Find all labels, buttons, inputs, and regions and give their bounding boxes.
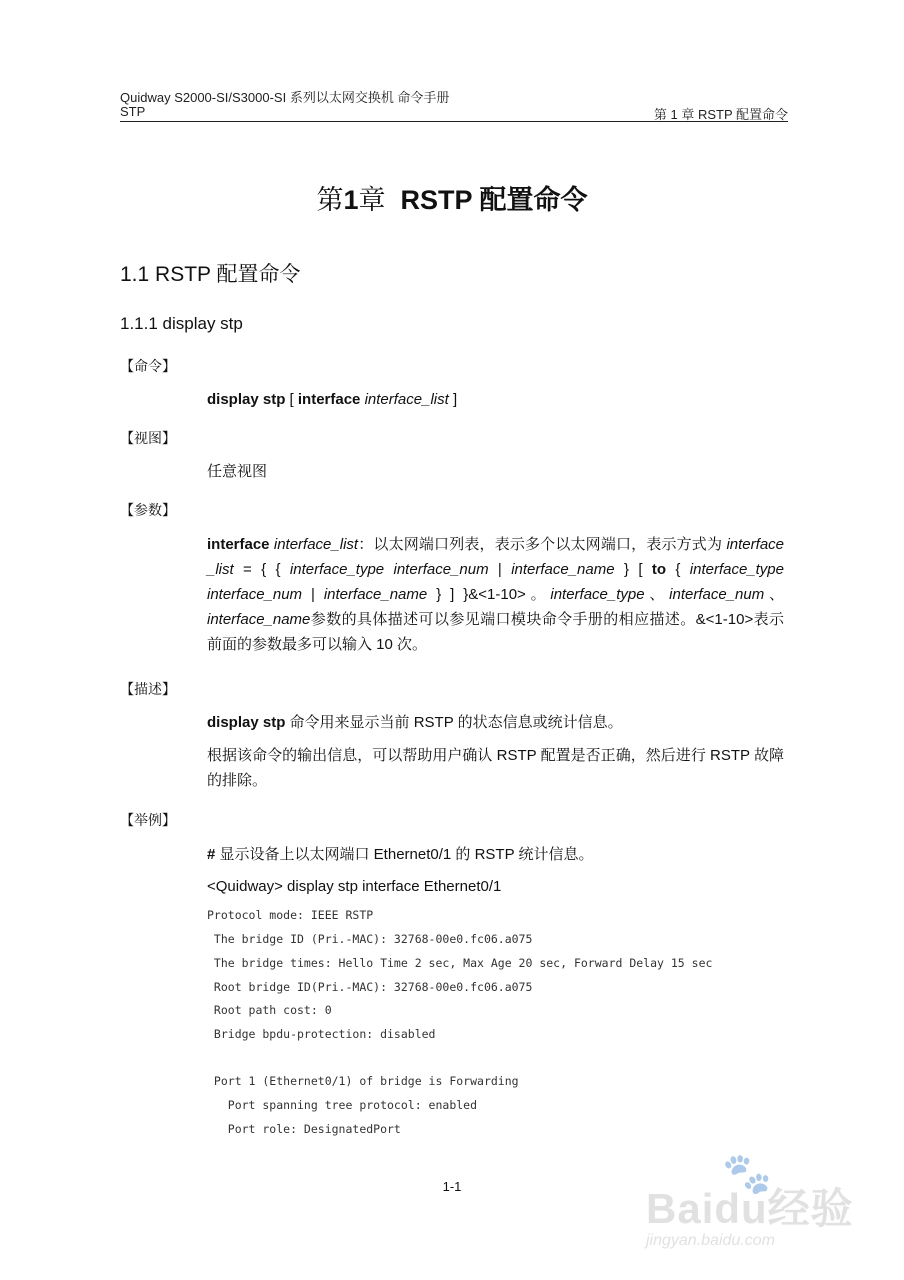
output-line: Port 1 (Ethernet0/1) of bridge is Forwarding xyxy=(207,1074,519,1088)
output-line: Port role: DesignatedPort xyxy=(207,1122,401,1136)
param-arg: interface_list xyxy=(269,536,359,553)
header-manual-title: Quidway S2000-SI/S3000-SI 系列以太网交换机 命令手册 xyxy=(120,90,450,105)
header-chapter-ref: 第 1 章 RSTP 配置命令 xyxy=(653,107,788,122)
param-text: = { { xyxy=(233,561,290,578)
param-italic: interface_type interface_num xyxy=(289,561,489,578)
chapter-number: 1 xyxy=(343,185,359,215)
param-italic: interface_name xyxy=(323,586,428,603)
param-italic: interface_type xyxy=(550,586,645,603)
param-italic: interface_type interface_num xyxy=(207,561,784,603)
bracket-close: ] xyxy=(448,391,458,408)
param-text: 、 xyxy=(764,586,784,603)
tag-command: 【命令】 xyxy=(120,358,176,374)
param-keyword-to: to xyxy=(651,561,667,578)
output-line: Bridge bpdu-protection: disabled xyxy=(207,1027,436,1041)
example-title-text: 显示设备上以太网端口 Ethernet0/1 的 RSTP 统计信息。 xyxy=(215,846,594,863)
header-divider xyxy=(120,121,788,122)
description-line-2: 根据该命令的输出信息，可以帮助用户确认 RSTP 配置是否正确，然后进行 RSTP 故障的排除。 xyxy=(207,747,784,789)
page-number: 1-1 xyxy=(442,1179,462,1194)
desc-command-name: display stp xyxy=(207,714,286,731)
example-title xyxy=(207,842,784,867)
output-line: The bridge times: Hello Time 2 sec, Max Age 20 sec, Forward Delay 15 sec xyxy=(207,956,713,970)
param-text: 、 xyxy=(644,586,670,603)
command-name: display stp xyxy=(207,391,286,408)
watermark-url: jingyan.baidu.com xyxy=(646,1232,775,1249)
header-section: STP xyxy=(120,104,146,119)
section-heading: 1.1 RSTP 配置命令 xyxy=(120,263,301,286)
watermark-brand: Baidu经验 xyxy=(646,1185,854,1232)
param-italic: interface _list xyxy=(207,536,785,578)
command-syntax xyxy=(207,387,784,412)
param-keyword: interface xyxy=(207,536,270,553)
chapter-suffix: 章 xyxy=(358,185,386,215)
param-italic: interface_name xyxy=(207,611,311,628)
bracket-open: [ xyxy=(285,391,298,408)
chapter-name: RSTP 配置命令 xyxy=(400,185,588,215)
output-line: The bridge ID (Pri.-MAC): 32768-00e0.fc06.a075 xyxy=(207,932,533,946)
paw-icon: 🐾 xyxy=(722,1152,772,1196)
param-italic: interface_name xyxy=(511,561,615,578)
chapter-title xyxy=(0,178,904,217)
output-line: Port spanning tree protocol: enabled xyxy=(207,1098,478,1112)
param-text: { xyxy=(666,561,690,578)
tag-params: 【参数】 xyxy=(120,502,176,518)
command-keyword: interface xyxy=(297,391,361,408)
param-text: | xyxy=(488,561,512,578)
tag-example: 【举例】 xyxy=(120,812,176,828)
param-text: } [ xyxy=(614,561,652,578)
param-text: 参数的具体描述可以参见端口模块命令手册的相应描述。&<1-10>表示前面的参数最多可以输入 10 次。 xyxy=(207,611,784,653)
output-line: Root path cost: 0 xyxy=(207,1003,332,1017)
params-text xyxy=(207,532,784,657)
param-text: ：以太网端口列表，表示多个以太网端口，表示方式为 xyxy=(358,536,727,553)
param-text: } ] }&<1-10>。 xyxy=(427,586,551,603)
tag-view: 【视图】 xyxy=(120,430,176,446)
output-line: Root bridge ID(Pri.-MAC): 32768-00e0.fc06.a075 xyxy=(207,980,533,994)
command-arg: interface_list xyxy=(360,391,449,408)
description-line-1 xyxy=(207,710,784,735)
param-italic: interface_num xyxy=(669,586,765,603)
param-text: | xyxy=(302,586,324,603)
example-prompt: <Quidway> display stp interface Ethernet0/1 xyxy=(207,878,502,895)
view-text: 任意视图 xyxy=(207,463,268,480)
tag-description: 【描述】 xyxy=(120,681,176,697)
chapter-prefix: 第 xyxy=(316,185,344,215)
baidu-watermark xyxy=(646,1150,856,1260)
output-line: Protocol mode: IEEE RSTP xyxy=(207,908,374,922)
desc-text: 命令用来显示当前 RSTP 的状态信息或统计信息。 xyxy=(285,714,623,731)
subsection-heading: 1.1.1 display stp xyxy=(120,314,243,333)
example-hash: # xyxy=(207,846,216,863)
